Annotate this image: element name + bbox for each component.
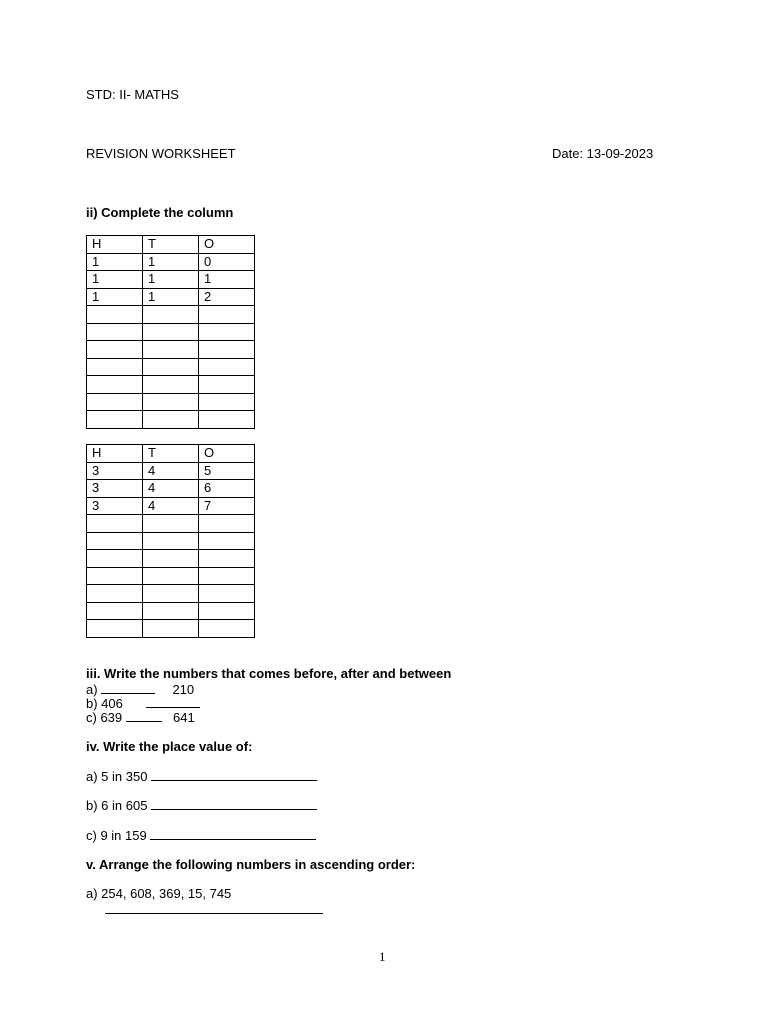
- answer-blank[interactable]: [101, 681, 155, 694]
- table-row: [87, 620, 255, 638]
- place-value-question: a) 5 in 350: [86, 769, 148, 784]
- class-subject-label: STD: II- MATHS: [86, 87, 179, 102]
- page-number: 1: [379, 949, 386, 964]
- answer-blank[interactable]: [151, 768, 317, 781]
- table-cell[interactable]: [199, 393, 255, 411]
- table-cell[interactable]: [199, 411, 255, 429]
- place-value-item-a: [86, 768, 317, 784]
- table-cell: 2: [199, 288, 255, 306]
- ascending-order-answer-blank[interactable]: [105, 901, 323, 914]
- table-cell[interactable]: [199, 358, 255, 376]
- table-cell[interactable]: [199, 602, 255, 620]
- section-iv-heading: iv. Write the place value of:: [86, 739, 253, 754]
- table-cell: 3: [87, 497, 143, 515]
- answer-blank[interactable]: [126, 709, 162, 722]
- answer-blank[interactable]: [151, 797, 317, 810]
- table-cell[interactable]: [87, 393, 143, 411]
- table-header-row: [87, 236, 255, 254]
- table-cell[interactable]: [87, 515, 143, 533]
- table-cell: 4: [143, 497, 199, 515]
- ascending-order-item-a: a) 254, 608, 369, 15, 745: [86, 886, 232, 901]
- section-v-heading: v. Arrange the following numbers in ascending order:: [86, 857, 416, 872]
- table-cell[interactable]: [199, 323, 255, 341]
- section-ii-heading: ii) Complete the column: [86, 205, 234, 220]
- table-cell[interactable]: [143, 323, 199, 341]
- table-cell[interactable]: [87, 532, 143, 550]
- table-cell: 4: [143, 480, 199, 498]
- table-row: [87, 567, 255, 585]
- table-cell: 3: [87, 480, 143, 498]
- worksheet-date: Date: 13-09-2023: [552, 146, 654, 161]
- table-cell[interactable]: [143, 567, 199, 585]
- place-value-item-c: [86, 827, 316, 843]
- column-header: O: [199, 445, 255, 463]
- item-c-prefix: c) 639: [86, 710, 123, 725]
- table-row: [87, 288, 255, 306]
- table-row: [87, 585, 255, 603]
- table-row: [87, 480, 255, 498]
- table-cell[interactable]: [87, 376, 143, 394]
- table-cell[interactable]: [143, 341, 199, 359]
- section-iii-heading: iii. Write the numbers that comes before, after and between: [86, 666, 452, 681]
- table-cell: 5: [199, 462, 255, 480]
- table-cell[interactable]: [199, 515, 255, 533]
- place-value-question: c) 9 in 159: [86, 828, 147, 843]
- table-cell[interactable]: [199, 306, 255, 324]
- table-cell: 1: [143, 253, 199, 271]
- table-row: [87, 462, 255, 480]
- table-row: [87, 532, 255, 550]
- table-cell: 4: [143, 462, 199, 480]
- item-b-prefix: b) 406: [86, 696, 123, 711]
- worksheet-title: REVISION WORKSHEET: [86, 146, 236, 161]
- table-cell: 1: [143, 288, 199, 306]
- table-cell: 1: [143, 271, 199, 289]
- table-row: [87, 306, 255, 324]
- place-value-question: b) 6 in 605: [86, 798, 148, 813]
- table-cell[interactable]: [87, 341, 143, 359]
- table-cell[interactable]: [143, 306, 199, 324]
- table-cell[interactable]: [199, 550, 255, 568]
- table-cell[interactable]: [199, 620, 255, 638]
- table-cell[interactable]: [199, 585, 255, 603]
- table-cell: 1: [87, 288, 143, 306]
- item-a-prefix: a): [86, 682, 98, 697]
- table-cell[interactable]: [143, 515, 199, 533]
- table-row: [87, 602, 255, 620]
- hto-table-1: [86, 235, 255, 429]
- table-cell[interactable]: [199, 567, 255, 585]
- table-row: [87, 497, 255, 515]
- table-cell[interactable]: [143, 602, 199, 620]
- answer-blank[interactable]: [150, 827, 316, 840]
- column-header: T: [143, 445, 199, 463]
- table-cell[interactable]: [87, 306, 143, 324]
- table-cell[interactable]: [143, 411, 199, 429]
- column-header: H: [87, 445, 143, 463]
- table-cell[interactable]: [87, 323, 143, 341]
- table-cell[interactable]: [87, 602, 143, 620]
- table-cell: 0: [199, 253, 255, 271]
- answer-blank[interactable]: [146, 695, 200, 708]
- table-cell[interactable]: [143, 358, 199, 376]
- table-cell[interactable]: [143, 550, 199, 568]
- table-row: [87, 358, 255, 376]
- table-cell[interactable]: [87, 620, 143, 638]
- table-cell[interactable]: [87, 567, 143, 585]
- item-a-number: 210: [172, 682, 195, 697]
- table-row: [87, 341, 255, 359]
- table-header-row: [87, 445, 255, 463]
- table-cell[interactable]: [143, 620, 199, 638]
- table-cell[interactable]: [199, 532, 255, 550]
- table-row: [87, 376, 255, 394]
- table-cell: 1: [199, 271, 255, 289]
- place-value-item-b: [86, 797, 317, 813]
- table-row: [87, 411, 255, 429]
- table-row: [87, 271, 255, 289]
- table-cell[interactable]: [87, 358, 143, 376]
- table-row: [87, 393, 255, 411]
- before-after-item-c: [86, 709, 195, 725]
- table-cell: 7: [199, 497, 255, 515]
- column-header: H: [87, 236, 143, 254]
- hto-table-2: [86, 444, 255, 638]
- table-cell[interactable]: [143, 376, 199, 394]
- table-cell[interactable]: [199, 376, 255, 394]
- column-header: T: [143, 236, 199, 254]
- table-row: [87, 515, 255, 533]
- table-row: [87, 550, 255, 568]
- table-cell[interactable]: [87, 585, 143, 603]
- table-row: [87, 253, 255, 271]
- table-cell: 1: [87, 271, 143, 289]
- table-cell[interactable]: [143, 585, 199, 603]
- table-cell[interactable]: [199, 341, 255, 359]
- table-cell[interactable]: [87, 411, 143, 429]
- table-cell[interactable]: [87, 550, 143, 568]
- table-cell: 6: [199, 480, 255, 498]
- table-cell: 1: [87, 253, 143, 271]
- table-cell[interactable]: [143, 532, 199, 550]
- column-header: O: [199, 236, 255, 254]
- table-row: [87, 323, 255, 341]
- table-cell: 3: [87, 462, 143, 480]
- item-c-number: 641: [173, 710, 195, 725]
- table-cell[interactable]: [143, 393, 199, 411]
